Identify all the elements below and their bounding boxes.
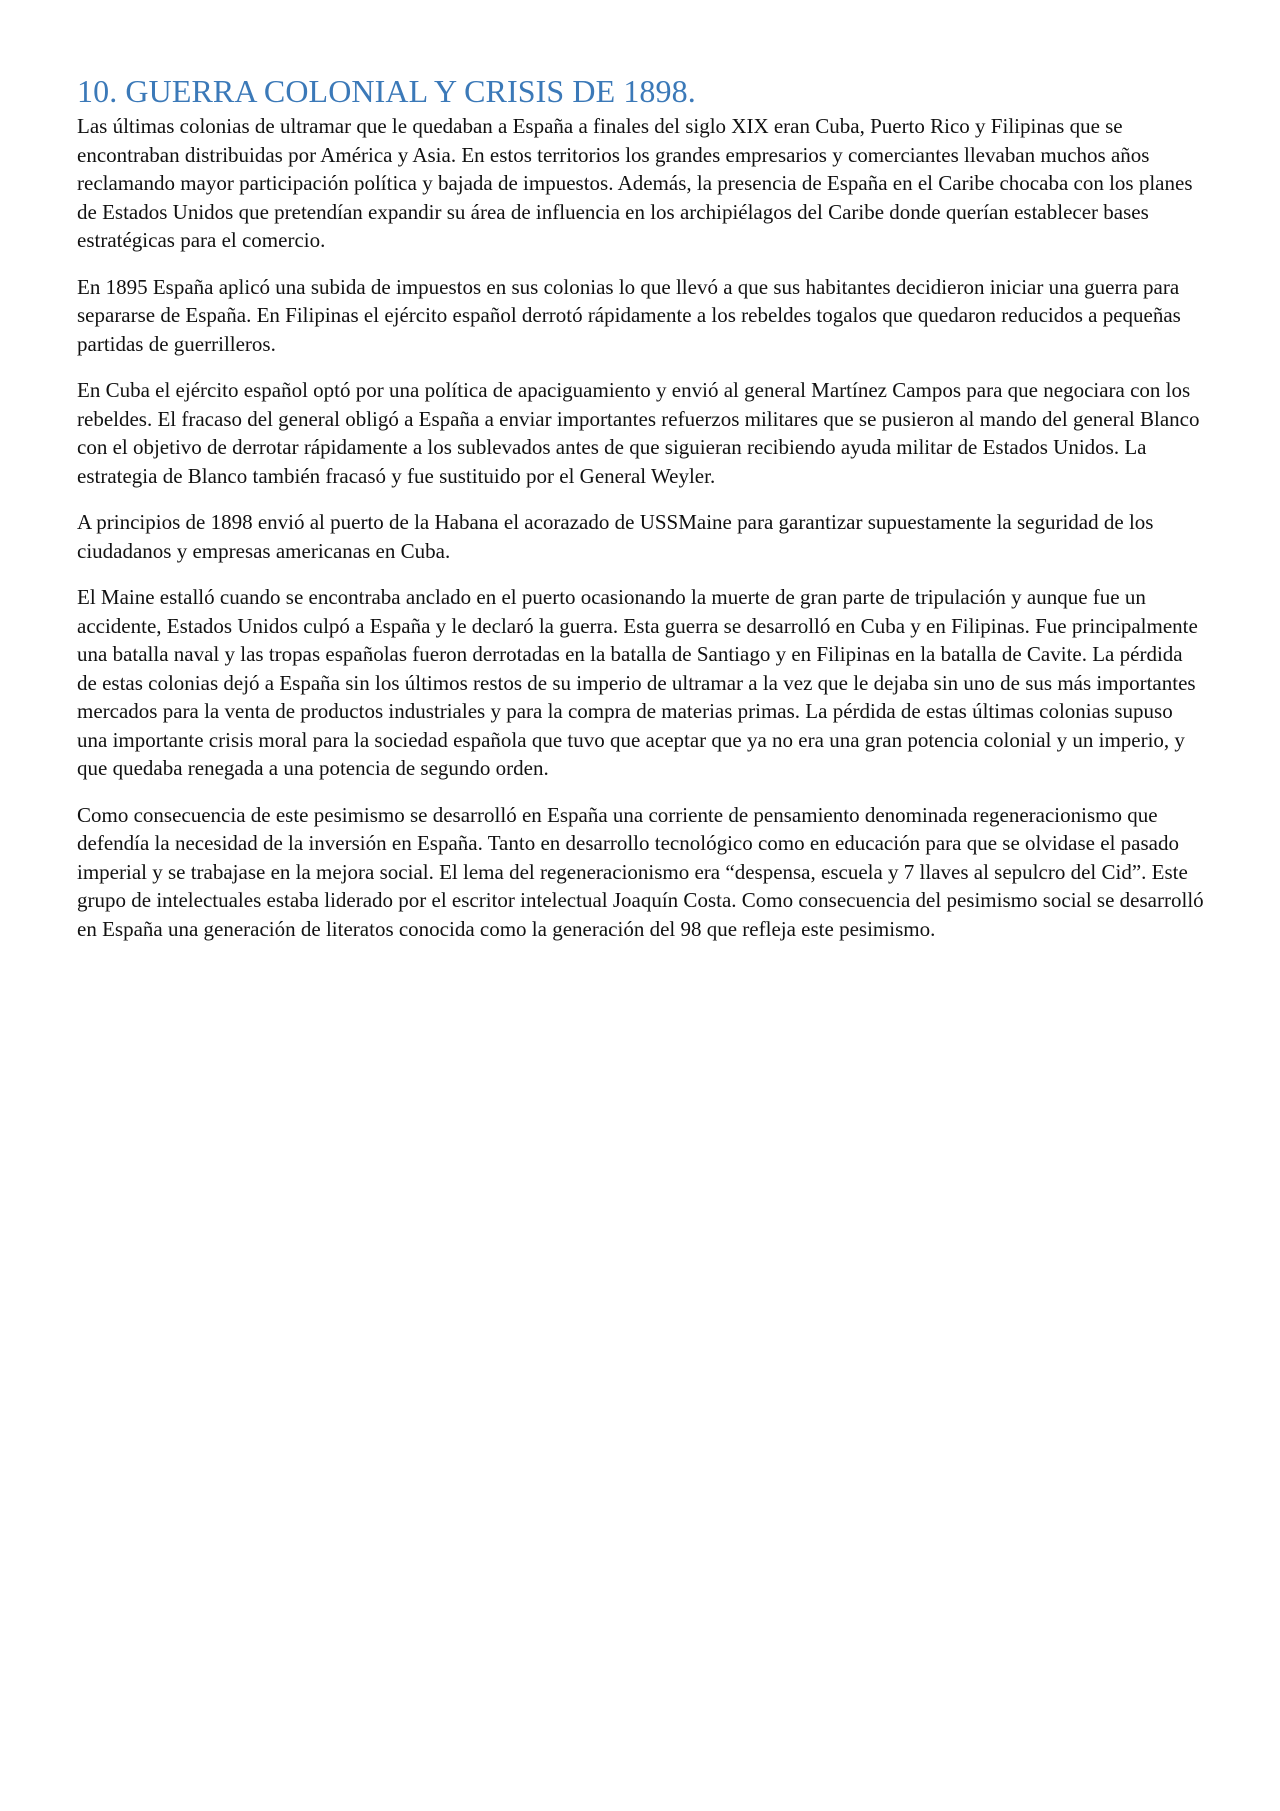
paragraph-4: A principios de 1898 envió al puerto de la Habana el acorazado de USSMaine para garantizar supuestamente la seguridad de los ciudadanos y empresas americanas en Cuba. <box>77 510 1154 563</box>
paragraph-6: Como consecuencia de este pesimismo se desarrolló en España una corriente de pensamiento denominada regeneracionismo que defendía la necesidad de la inversión en España. Tanto en desarrollo tecnológico como en educación para que se olvidase el pasado imperial y se trabajase en la mejora social. El lema del regeneracionismo era “despensa, escuela y 7 llaves al sepulcro del Cid”. Este grupo de intelectuales estaba liderado por el escritor intelectual Joaquín Costa. Como consecuencia del pesimismo social se desarrolló en España una generación de literatos conocida como la generación del 98 que refleja este pesimismo. <box>77 802 1204 941</box>
paragraph-1: Las últimas colonias de ultramar que le quedaban a España a finales del siglo XIX eran Cuba, Puerto Rico y Filipinas que se encontraban distribuidas por América y Asia. En estos territorios los grandes empresarios y comerciantes llevaban muchos años reclamando mayor participación política y bajada de impuestos. Además, la presencia de España en el Caribe chocaba con los planes de Estados Unidos que pretendían expandir su área de influencia en los archipiélagos del Caribe donde querían establecer bases estratégicas para el comercio. <box>77 114 1193 253</box>
document-page <box>77 72 1207 961</box>
paragraph-5: El Maine estalló cuando se encontraba anclado en el puerto ocasionando la muerte de gran parte de tripulación y aunque fue un accidente, Estados Unidos culpó a España y le declaró la guerra. Esta guerra se desarrolló en Cuba y en Filipinas. Fue principalmente una batalla naval y las tropas españolas fueron derrotadas en la batalla de Santiago y en Filipinas en la batalla de Cavite. La pérdida de estas colonias dejó a España sin los últimos restos de su imperio de ultramar a la vez que le dejaba sin uno de sus más importantes mercados para la venta de productos industriales y para la compra de materias primas. La pérdida de estas últimas colonias supuso una importante crisis moral para la sociedad española que tuvo que aceptar que ya no era una gran potencia colonial y un imperio, y que quedaba renegada a una potencia de segundo orden. <box>77 585 1198 781</box>
paragraph-2: En 1895 España aplicó una subida de impuestos en sus colonias lo que llevó a que sus habitantes decidieron iniciar una guerra para separarse de España. En Filipinas el ejército español derrotó rápidamente a los rebeldes togalos que quedaron reducidos a pequeñas partidas de guerrilleros. <box>77 274 1181 356</box>
paragraph-3: En Cuba el ejército español optó por una política de apaciguamiento y envió al general Martínez Campos para que negociara con los rebeldes. El fracaso del general obligó a España a enviar importantes refuerzos militares que se pusieron al mando del general Blanco con el objetivo de derrotar rápidamente a los sublevados antes de que siguieran recibiendo ayuda militar de Estados Unidos. La estrategia de Blanco también fracasó y fue sustituido por el General Weyler. <box>77 378 1200 488</box>
page-title: 10. GUERRA COLONIAL Y CRISIS DE 1898. <box>77 73 696 109</box>
